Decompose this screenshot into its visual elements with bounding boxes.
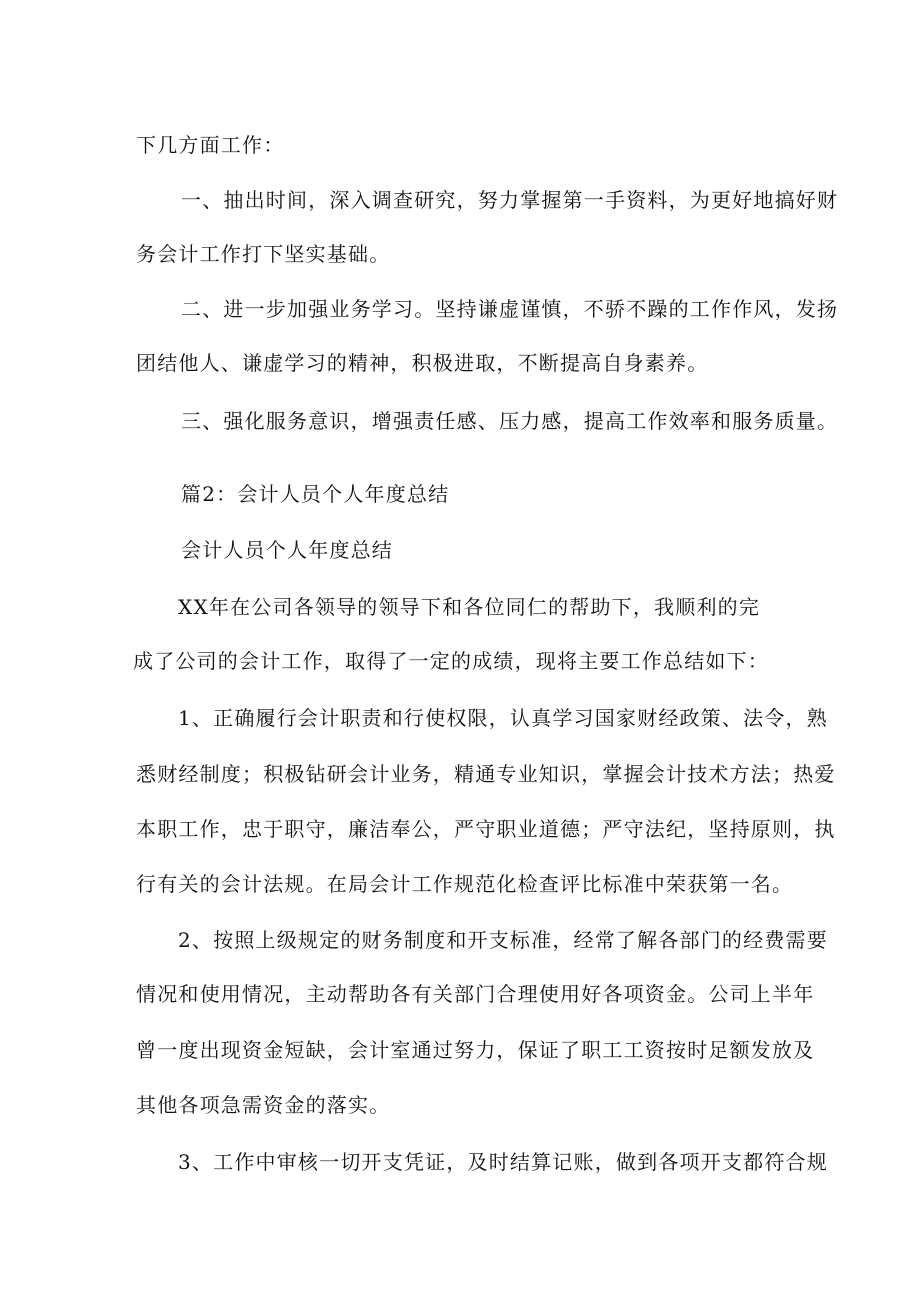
text-line: 2、按照上级规定的财务制度和开支标准，经常了解各部门的经费需要 <box>178 928 828 952</box>
text-line: 本职工作，忠于职守，廉洁奉公，严守职业道德；严守法纪，坚持原则，执 <box>136 817 836 841</box>
text-line: 一、抽出时间，深入调查研究，努力掌握第一手资料，为更好地搞好财 <box>181 188 839 212</box>
text-line: 曾一度出现资金短缺，会计室通过努力，保证了职工工资按时足额发放及 <box>136 1038 815 1062</box>
text-line: XX年在公司各领导的领导下和各位同仁的帮助下，我顺利的完 <box>178 595 761 619</box>
section-heading: 篇2：会计人员个人年度总结 <box>181 482 450 506</box>
text-line: 三、强化服务意识，增强责任感、压力感，提高工作效率和服务质量。 <box>181 409 839 433</box>
text-line: 下几方面工作： <box>136 133 285 157</box>
text-line: 情况和使用情况，主动帮助各有关部门合理使用好各项资金。公司上半年 <box>136 982 815 1006</box>
text-line: 成了公司的会计工作，取得了一定的成绩，现将主要工作总结如下： <box>133 649 769 673</box>
section-subheading: 会计人员个人年度总结 <box>181 538 393 562</box>
text-line: 二、进一步加强业务学习。坚持谦虚谨慎，不骄不躁的工作作风，发扬 <box>181 297 839 321</box>
text-line: 1、正确履行会计职责和行使权限，认真学习国家财经政策、法令，熟 <box>178 706 828 730</box>
text-line: 3、工作中审核一切开支凭证，及时结算记账，做到各项开支都符合规 <box>178 1150 828 1174</box>
text-line: 行有关的会计法规。在局会计工作规范化检查评比标准中荣获第一名。 <box>136 872 794 896</box>
text-line: 务会计工作打下坚实基础。 <box>136 242 391 266</box>
text-line: 悉财经制度；积极钻研会计业务，精通专业知识，掌握会计技术方法；热爱 <box>136 762 836 786</box>
text-line: 其他各项急需资金的落实。 <box>136 1093 391 1117</box>
text-line: 团结他人、谦虚学习的精神，积极进取，不断提高自身素养。 <box>136 351 709 375</box>
